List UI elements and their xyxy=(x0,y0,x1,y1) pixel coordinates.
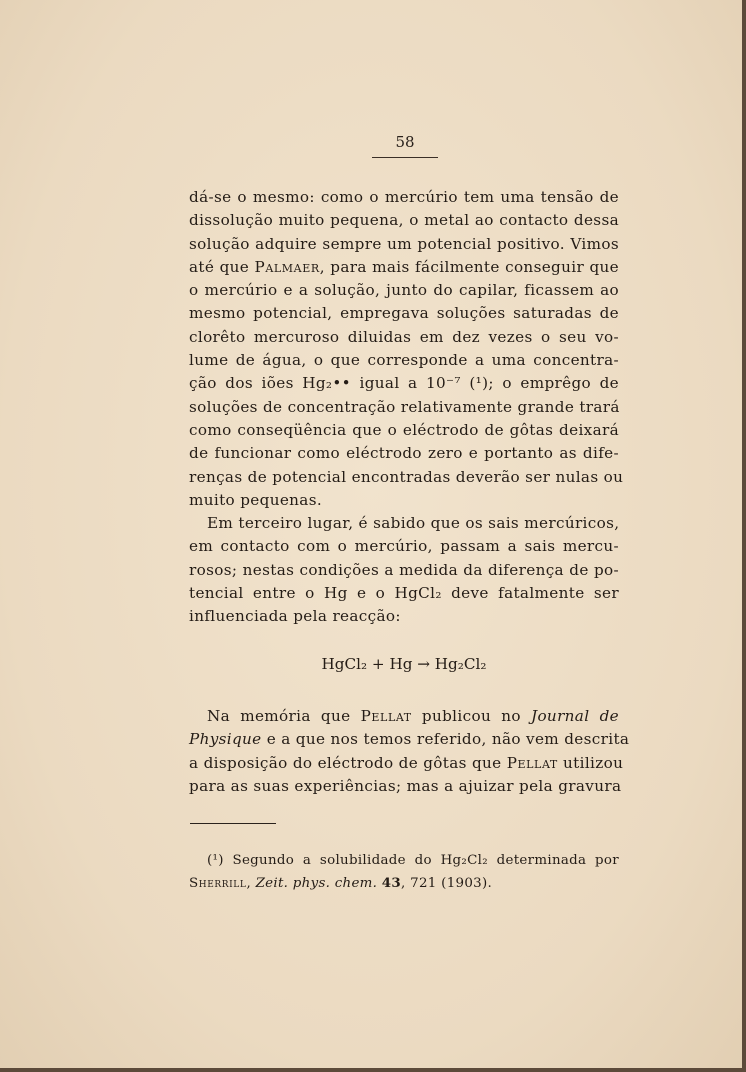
text-line: tencial entre o Hg e o HgCl₂ deve fatalmente ser xyxy=(189,584,619,603)
page-number-rule xyxy=(372,157,438,158)
footnote-rule xyxy=(190,823,276,824)
paragraph-1 xyxy=(189,186,624,629)
text-line: Physique e a que nos temos referido, não vem descrita xyxy=(189,730,630,749)
text-line: lume de água, o que corresponde a uma concentra- xyxy=(189,351,619,370)
footnote-line: (¹) Segundo a solubilidade do Hg₂Cl₂ determinada por xyxy=(207,853,619,868)
text-line: ção dos iões Hg₂•• igual a 10⁻⁷ (¹); o emprêgo de xyxy=(189,374,619,393)
text-line: mesmo potencial, empregava soluções saturadas de xyxy=(189,304,619,323)
text-line: influenciada pela reacção: xyxy=(189,607,401,626)
text-line: solução adquire sempre um potencial positivo. Vimos xyxy=(189,234,619,253)
author-name: Palmaer xyxy=(254,257,320,276)
text-line: clorêto mercuroso diluidas em dez vezes o seu vo- xyxy=(189,327,619,346)
journal-title: Physique xyxy=(189,730,262,749)
text-line: soluções de concentração relativamente grande trará xyxy=(189,397,620,416)
chemical-equation: HgCl₂ + Hg → Hg₂Cl₂ xyxy=(321,655,487,673)
paragraph-3 xyxy=(189,705,630,798)
author-name: Pellat xyxy=(360,707,412,725)
text-line: Em terceiro lugar, é sabido que os sais mercúricos, xyxy=(207,514,620,533)
text-line: dissolução muito pequena, o metal ao contacto dessa xyxy=(189,211,619,230)
author-name: Sherrill xyxy=(189,876,247,892)
volume-number: 43 xyxy=(381,875,402,892)
text-line: muito pequenas. xyxy=(189,490,323,509)
text-line: até que Palmaer, para mais fácilmente conseguir que xyxy=(189,257,620,276)
text-line: de funcionar como eléctrodo zero e portanto as dife- xyxy=(189,444,619,463)
text-line: a disposição do eléctrodo de gôtas que Pellat utilizou xyxy=(189,753,624,772)
footnote-line: Sherrill, Zeit. phys. chem. 43, 721 (1903). xyxy=(189,875,493,892)
text-line: em contacto com o mercúrio, passam a sais mercu- xyxy=(189,537,619,556)
author-name: Pellat xyxy=(506,753,558,772)
footnote xyxy=(189,850,619,897)
text-line: rosos; nestas condições a medida da diferença de po- xyxy=(189,560,619,579)
page-number: 58 xyxy=(395,133,415,151)
text-line: renças de potencial encontradas deverão ser nulas ou xyxy=(189,467,624,486)
journal-title: Zeit. phys. chem. xyxy=(255,876,378,892)
journal-title: Journal de xyxy=(531,707,619,725)
text-line: para as suas experiências; mas a ajuizar pela gravura xyxy=(189,776,622,795)
text-line: o mercúrio e a solução, junto do capilar, ficassem ao xyxy=(189,281,619,300)
text-line: Na memória que Pellat publicou no Journal de xyxy=(207,707,619,725)
text-line: como conseqüência que o eléctrodo de gôtas deixará xyxy=(189,420,619,439)
text-line: dá-se o mesmo: como o mercúrio tem uma tensão de xyxy=(189,188,619,206)
